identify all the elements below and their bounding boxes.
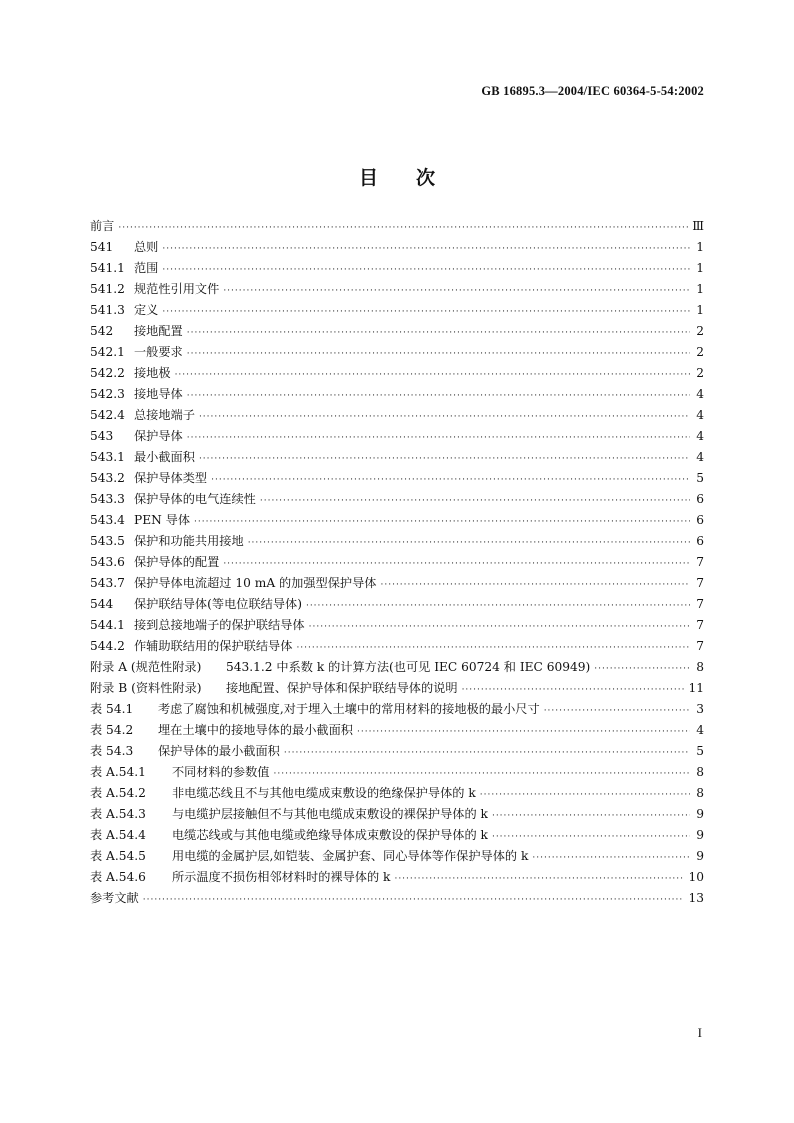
toc-entry-label bbox=[90, 531, 244, 552]
dot-leader bbox=[492, 806, 690, 827]
toc-entry-label bbox=[90, 825, 488, 846]
toc-entry-title: 保护导体的最小截面积 bbox=[158, 744, 280, 758]
toc-entry-page: 5 bbox=[696, 744, 704, 758]
toc-entry-title: 范围 bbox=[134, 261, 159, 275]
toc-entry[interactable] bbox=[90, 237, 704, 258]
toc-entry[interactable] bbox=[90, 657, 704, 678]
toc-entry-label bbox=[90, 678, 458, 699]
dot-leader bbox=[199, 407, 690, 428]
toc-entry-label bbox=[90, 468, 207, 489]
toc-entry[interactable] bbox=[90, 384, 704, 405]
toc-entry-title: 最小截面积 bbox=[134, 450, 195, 464]
toc-entry-number: 542 bbox=[90, 324, 114, 338]
dot-leader bbox=[306, 596, 690, 617]
toc-entry-label bbox=[90, 405, 195, 426]
toc-entry-title: 与电缆护层接触但不与其他电缆成束敷设的裸保护导体的 k bbox=[172, 807, 488, 821]
toc-entry[interactable] bbox=[90, 783, 704, 804]
toc-entry[interactable] bbox=[90, 279, 704, 300]
dot-leader bbox=[187, 344, 690, 365]
toc-entry-page: 4 bbox=[696, 387, 704, 401]
dot-leader bbox=[544, 701, 690, 722]
toc-entry-label bbox=[90, 867, 390, 888]
toc-entry[interactable] bbox=[90, 363, 704, 384]
toc-entry[interactable] bbox=[90, 804, 704, 825]
toc-entry-page: 8 bbox=[696, 765, 704, 779]
dot-leader bbox=[480, 785, 690, 806]
toc-entry-label bbox=[90, 657, 590, 678]
toc-entry-page: 8 bbox=[696, 660, 704, 674]
toc-entry-page: 7 bbox=[696, 618, 704, 632]
toc-entry-label bbox=[90, 279, 219, 300]
toc-entry-label bbox=[90, 489, 256, 510]
toc-entry-page: 2 bbox=[696, 366, 704, 380]
toc-entry-title: 接到总接地端子的保护联结导体 bbox=[134, 618, 305, 632]
toc-entry-title: 不同材料的参数值 bbox=[172, 765, 270, 779]
toc-entry-number: 表 A.54.2 bbox=[90, 786, 146, 800]
dot-leader bbox=[462, 680, 685, 701]
toc-entry-label bbox=[90, 237, 158, 258]
toc-entry-page: 4 bbox=[696, 723, 704, 737]
toc-entry-page: 6 bbox=[696, 492, 704, 506]
toc-entry-number: 544 bbox=[90, 597, 114, 611]
toc-entry[interactable] bbox=[90, 636, 704, 657]
dot-leader bbox=[309, 617, 690, 638]
toc-entry-number: 543.3 bbox=[90, 492, 125, 506]
toc-entry-label bbox=[90, 720, 353, 741]
toc-entry-number: 表 A.54.5 bbox=[90, 849, 146, 863]
toc-entry-page: 1 bbox=[696, 240, 704, 254]
toc-entry[interactable] bbox=[90, 552, 704, 573]
toc-entry-page: 4 bbox=[696, 429, 704, 443]
toc-entry-label bbox=[90, 363, 171, 384]
toc-entry[interactable] bbox=[90, 867, 704, 888]
toc-entry-label bbox=[90, 447, 195, 468]
toc-entry-title: 埋在土壤中的接地导体的最小截面积 bbox=[158, 723, 353, 737]
toc-entry-title: 定义 bbox=[134, 303, 159, 317]
toc-entry-title: 规范性引用文件 bbox=[134, 282, 220, 296]
toc-entry-label bbox=[90, 741, 280, 762]
toc-entry-number: 541.3 bbox=[90, 303, 125, 317]
toc-entry-page: 3 bbox=[696, 702, 704, 716]
toc-entry-title: 接地极 bbox=[134, 366, 171, 380]
toc-entry[interactable] bbox=[90, 825, 704, 846]
dot-leader bbox=[223, 281, 690, 302]
toc-entry-number: 543.6 bbox=[90, 555, 125, 569]
toc-entry-title: 用电缆的金属护层,如铠装、金属护套、同心导体等作保护导体的 k bbox=[172, 849, 529, 863]
dot-leader bbox=[187, 386, 690, 407]
toc-entry-label bbox=[90, 552, 219, 573]
toc-entry[interactable] bbox=[90, 510, 704, 531]
toc-entry[interactable] bbox=[90, 594, 704, 615]
toc-entry-title: PEN 导体 bbox=[134, 513, 191, 527]
toc-entry-number: 543.7 bbox=[90, 576, 125, 590]
toc-entry-number: 543.1 bbox=[90, 450, 125, 464]
toc-entry-page: 2 bbox=[696, 345, 704, 359]
toc-entry-label bbox=[90, 804, 488, 825]
dot-leader bbox=[175, 365, 690, 386]
toc-entry[interactable] bbox=[90, 447, 704, 468]
toc-entry-page: 9 bbox=[696, 828, 704, 842]
toc-entry-label bbox=[90, 216, 114, 237]
toc-entry-title: 保护导体 bbox=[134, 429, 183, 443]
toc-entry-page: 7 bbox=[696, 576, 704, 590]
toc-entry-page: 9 bbox=[696, 849, 704, 863]
toc-entry-title: 543.1.2 中系数 k 的计算方法(也可见 IEC 60724 和 IEC 60949) bbox=[226, 660, 591, 674]
toc-entry-page: 1 bbox=[696, 282, 704, 296]
toc-entry-label bbox=[90, 699, 540, 720]
dot-leader bbox=[274, 764, 691, 785]
toc-entry-number: 544.2 bbox=[90, 639, 125, 653]
toc-entry-title: 考虑了腐蚀和机械强度,对于埋入土壤中的常用材料的接地极的最小尺寸 bbox=[158, 702, 540, 716]
toc-entry-label bbox=[90, 510, 190, 531]
toc-entry-title: 保护导体的电气连续性 bbox=[134, 492, 256, 506]
dot-leader bbox=[260, 491, 690, 512]
toc-entry-number: 543.5 bbox=[90, 534, 125, 548]
toc-entry-number: 表 A.54.4 bbox=[90, 828, 146, 842]
dot-leader bbox=[223, 554, 690, 575]
toc-entry[interactable] bbox=[90, 573, 704, 594]
toc-entry-label bbox=[90, 342, 183, 363]
dot-leader bbox=[492, 827, 690, 848]
toc-entry[interactable] bbox=[90, 615, 704, 636]
toc-entry-number: 表 54.3 bbox=[90, 744, 134, 758]
toc-entry-page: 6 bbox=[696, 513, 704, 527]
dot-leader bbox=[162, 260, 690, 281]
toc-entry-number: 542.2 bbox=[90, 366, 125, 380]
toc-entry[interactable] bbox=[90, 468, 704, 489]
dot-leader bbox=[296, 638, 690, 659]
toc-entry-page: 1 bbox=[696, 261, 704, 275]
standard-number-header: GB 16895.3—2004/IEC 60364-5-54:2002 bbox=[481, 84, 704, 98]
dot-leader bbox=[594, 659, 690, 680]
dot-leader bbox=[248, 533, 690, 554]
dot-leader bbox=[118, 218, 688, 239]
toc-entry-page: 2 bbox=[696, 324, 704, 338]
toc-entry-number: 表 A.54.3 bbox=[90, 807, 146, 821]
toc-entry-label bbox=[90, 258, 158, 279]
toc-entry-label bbox=[90, 300, 158, 321]
toc-entry-label bbox=[90, 594, 302, 615]
toc-entry-page: 13 bbox=[688, 891, 704, 905]
toc-entry[interactable] bbox=[90, 342, 704, 363]
toc-entry-number: 541.1 bbox=[90, 261, 125, 275]
toc-entry[interactable] bbox=[90, 741, 704, 762]
toc-entry-label bbox=[90, 426, 183, 447]
page-title: 目 次 bbox=[358, 166, 435, 189]
toc-entry-title: 保护导体的配置 bbox=[134, 555, 220, 569]
toc-entry-number: 544.1 bbox=[90, 618, 125, 632]
toc-entry-title: 接地导体 bbox=[134, 387, 183, 401]
toc-entry[interactable] bbox=[90, 678, 704, 699]
toc-entry-label bbox=[90, 888, 139, 909]
toc-entry-number: 542.1 bbox=[90, 345, 125, 359]
toc-entry[interactable] bbox=[90, 489, 704, 510]
dot-leader bbox=[162, 239, 690, 260]
toc-entry-label bbox=[90, 762, 270, 783]
toc-entry-number: 附录 B (资料性附录) bbox=[90, 681, 202, 695]
page-folio: I bbox=[697, 1025, 702, 1040]
toc-entry-title: 非电缆芯线且不与其他电缆成束敷设的绝缘保护导体的 k bbox=[172, 786, 476, 800]
toc-entry-title: 保护联结导体(等电位联结导体) bbox=[134, 597, 302, 611]
toc-entry-number: 543.2 bbox=[90, 471, 125, 485]
toc-entry-number: 541 bbox=[90, 240, 114, 254]
toc-entry-number: 表 54.2 bbox=[90, 723, 134, 737]
toc-entry-page: 7 bbox=[696, 555, 704, 569]
toc-entry[interactable] bbox=[90, 720, 704, 741]
toc-entry-page: 9 bbox=[696, 807, 704, 821]
toc-entry[interactable] bbox=[90, 426, 704, 447]
toc-entry-title: 保护导体电流超过 10 mA 的加强型保护导体 bbox=[134, 576, 377, 590]
toc-entry[interactable] bbox=[90, 846, 704, 867]
toc-entry-title: 保护和功能共用接地 bbox=[134, 534, 244, 548]
toc-entry-label bbox=[90, 573, 377, 594]
toc-entry[interactable] bbox=[90, 531, 704, 552]
toc-entry[interactable] bbox=[90, 699, 704, 720]
toc-entry[interactable] bbox=[90, 216, 704, 237]
dot-leader bbox=[394, 869, 684, 890]
dot-leader bbox=[143, 890, 685, 911]
toc-entry-page: 4 bbox=[696, 450, 704, 464]
toc-entry-number: 542.3 bbox=[90, 387, 125, 401]
toc-entry-title: 前言 bbox=[90, 219, 115, 233]
toc-entry-page: 8 bbox=[696, 786, 704, 800]
toc-entry-label bbox=[90, 783, 476, 804]
toc-entry[interactable] bbox=[90, 321, 704, 342]
toc-entry-label bbox=[90, 615, 305, 636]
toc-entry-label bbox=[90, 321, 183, 342]
toc-entry-title: 总接地端子 bbox=[134, 408, 195, 422]
dot-leader bbox=[162, 302, 690, 323]
toc-entry-title: 总则 bbox=[134, 240, 159, 254]
toc-entry-page: 5 bbox=[696, 471, 704, 485]
toc-entry-number: 541.2 bbox=[90, 282, 125, 296]
toc-entry-number: 543.4 bbox=[90, 513, 125, 527]
toc-entry-title: 接地配置、保护导体和保护联结导体的说明 bbox=[226, 681, 458, 695]
toc-entry-title: 接地配置 bbox=[134, 324, 183, 338]
toc-entry-label bbox=[90, 846, 528, 867]
toc-entry-label bbox=[90, 636, 292, 657]
dot-leader bbox=[199, 449, 690, 470]
toc-entry-page: 7 bbox=[696, 597, 704, 611]
toc-entry-number: 表 A.54.1 bbox=[90, 765, 146, 779]
toc-entry[interactable] bbox=[90, 258, 704, 279]
toc-entry-page: 11 bbox=[688, 681, 704, 695]
toc-entry-title: 作辅助联结用的保护联结导体 bbox=[134, 639, 293, 653]
toc-entry-number: 表 54.1 bbox=[90, 702, 134, 716]
toc-entry-title: 电缆芯线或与其他电缆或绝缘导体成束敷设的保护导体的 k bbox=[172, 828, 488, 842]
toc-entry-page: 10 bbox=[688, 870, 704, 884]
toc-entry-number: 表 A.54.6 bbox=[90, 870, 146, 884]
dot-leader bbox=[187, 323, 690, 344]
toc-entry-number: 543 bbox=[90, 429, 114, 443]
dot-leader bbox=[187, 428, 690, 449]
dot-leader bbox=[284, 743, 690, 764]
toc-entry-title: 所示温度不损伤相邻材料时的裸导体的 k bbox=[172, 870, 391, 884]
toc-entry-page: 6 bbox=[696, 534, 704, 548]
toc-entry-page: 4 bbox=[696, 408, 704, 422]
dot-leader bbox=[381, 575, 691, 596]
toc-entry-title: 参考文献 bbox=[90, 891, 139, 905]
toc-entry-label bbox=[90, 384, 183, 405]
toc-entry-number: 542.4 bbox=[90, 408, 125, 422]
toc-entry[interactable] bbox=[90, 405, 704, 426]
dot-leader bbox=[211, 470, 690, 491]
table-of-contents bbox=[90, 216, 704, 909]
toc-entry-page: 1 bbox=[696, 303, 704, 317]
dot-leader bbox=[532, 848, 690, 869]
dot-leader bbox=[357, 722, 690, 743]
toc-entry[interactable] bbox=[90, 300, 704, 321]
toc-entry-number: 附录 A (规范性附录) bbox=[90, 660, 202, 674]
toc-entry-title: 保护导体类型 bbox=[134, 471, 208, 485]
toc-entry-page: 7 bbox=[696, 639, 704, 653]
dot-leader bbox=[194, 512, 690, 533]
toc-entry-title: 一般要求 bbox=[134, 345, 183, 359]
toc-entry[interactable] bbox=[90, 888, 704, 909]
toc-entry[interactable] bbox=[90, 762, 704, 783]
toc-entry-page: Ⅲ bbox=[692, 219, 704, 233]
